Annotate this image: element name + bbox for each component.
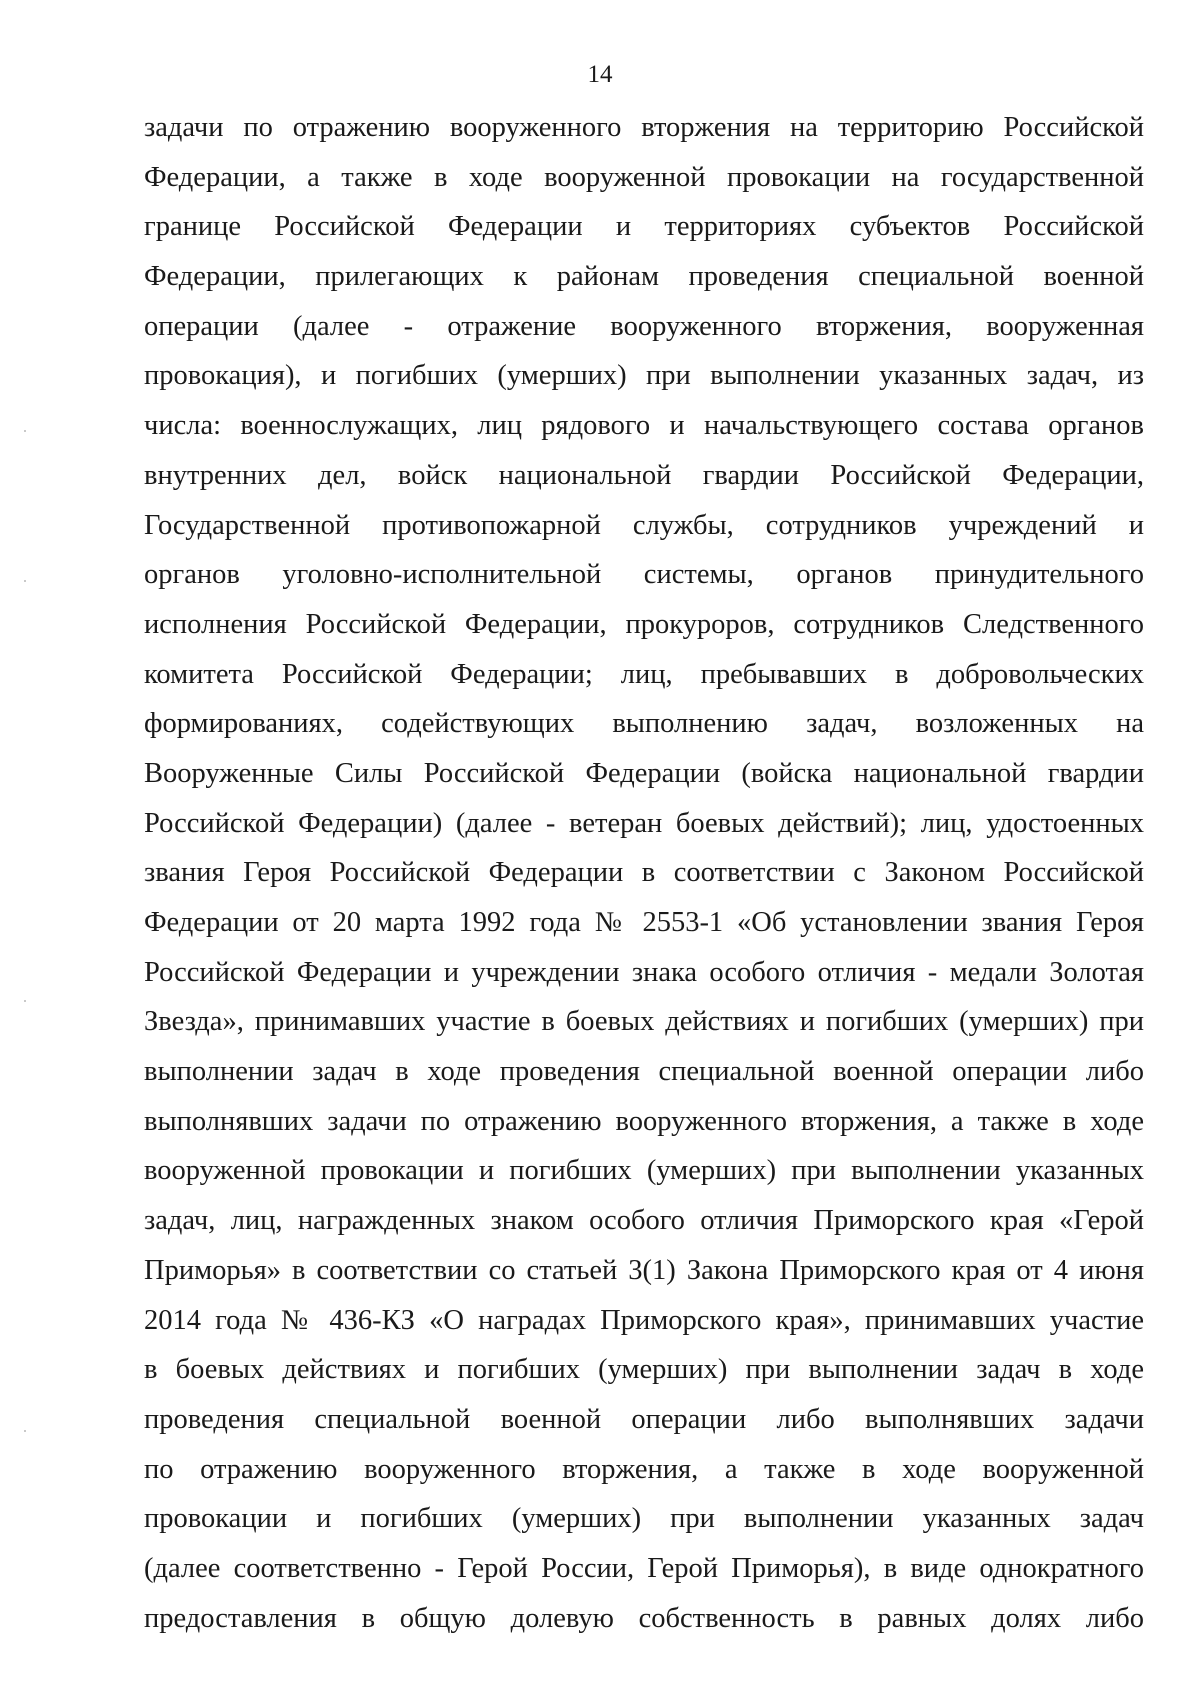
text-line: Звезда», принимавших участие в боевых действиях и погибших (умерших) при — [144, 1006, 1144, 1038]
text-line: операции (далее - отражение вооруженного вторжения, вооруженная — [144, 310, 1144, 342]
text-line: Российской Федерации) (далее - ветеран боевых действий); лиц, удостоенных — [144, 807, 1144, 839]
text-line: задач, лиц, награжденных знаком особого отличия Приморского края «Герой — [144, 1205, 1144, 1237]
text-line: Федерации от 20 марта 1992 года № 2553-1 «Об установлении звания Героя — [144, 907, 1144, 938]
text-line: в боевых действиях и погибших (умерших) при выполнении задач в ходе — [144, 1354, 1144, 1386]
text-line: Федерации, а также в ходе вооруженной провокации на государственной — [144, 161, 1144, 193]
text-line: границе Российской Федерации и территориях субъектов Российской — [144, 211, 1144, 243]
scan-artifact-dot — [24, 580, 26, 582]
text-line: формированиях, содействующих выполнению задач, возложенных на — [144, 708, 1144, 740]
text-line: Государственной противопожарной службы, сотрудников учреждений и — [144, 509, 1144, 541]
scan-artifact-dot — [24, 1000, 26, 1002]
text-line: звания Героя Российской Федерации в соответствии с Законом Российской — [144, 857, 1144, 889]
text-line: органов уголовно-исполнительной системы, органов принудительного — [144, 559, 1144, 591]
text-line: Российской Федерации и учреждении знака особого отличия - медали Золотая — [144, 956, 1144, 988]
text-line: вооруженной провокации и погибших (умерших) при выполнении указанных — [144, 1155, 1144, 1187]
scan-artifact-dot — [24, 430, 26, 432]
text-line: числа: военнослужащих, лиц рядового и начальствующего состава органов — [144, 410, 1144, 442]
text-line: задачи по отражению вооруженного вторжения на территорию Российской — [144, 112, 1144, 143]
text-line: Федерации, прилегающих к районам проведения специальной военной — [144, 261, 1144, 293]
scan-artifact-dot — [24, 1430, 26, 1432]
text-line: (далее соответственно - Герой России, Герой Приморья), в виде однократного — [144, 1552, 1144, 1584]
text-line: 2014 года № 436-КЗ «О наградах Приморского края», принимавших участие — [144, 1304, 1144, 1336]
text-line: Вооруженные Силы Российской Федерации (войска национальной гвардии — [144, 757, 1144, 789]
page-number: 14 — [587, 61, 613, 88]
text-line: выполнении задач в ходе проведения специальной военной операции либо — [144, 1056, 1144, 1088]
text-line: Приморья» в соответствии со статьей 3(1) Закона Приморского края от 4 июня — [144, 1254, 1144, 1286]
text-line: провокация), и погибших (умерших) при выполнении указанных задач, из — [144, 360, 1144, 392]
text-line: проведения специальной военной операции либо выполнявших задачи — [144, 1403, 1144, 1435]
text-line: комитета Российской Федерации; лиц, пребывавших в добровольческих — [144, 658, 1144, 690]
text-line: внутренних дел, войск национальной гвардии Российской Федерации, — [144, 459, 1144, 491]
text-line: исполнения Российской Федерации, прокуроров, сотрудников Следственного — [144, 608, 1144, 640]
text-line: провокации и погибших (умерших) при выполнении указанных задач — [144, 1503, 1144, 1535]
document-body — [144, 103, 1144, 1643]
text-line: по отражению вооруженного вторжения, а также в ходе вооруженной — [144, 1453, 1144, 1485]
text-line: выполнявших задачи по отражению вооруженного вторжения, а также в ходе — [144, 1105, 1144, 1137]
text-line: предоставления в общую долевую собственность в равных долях либо — [144, 1602, 1144, 1634]
